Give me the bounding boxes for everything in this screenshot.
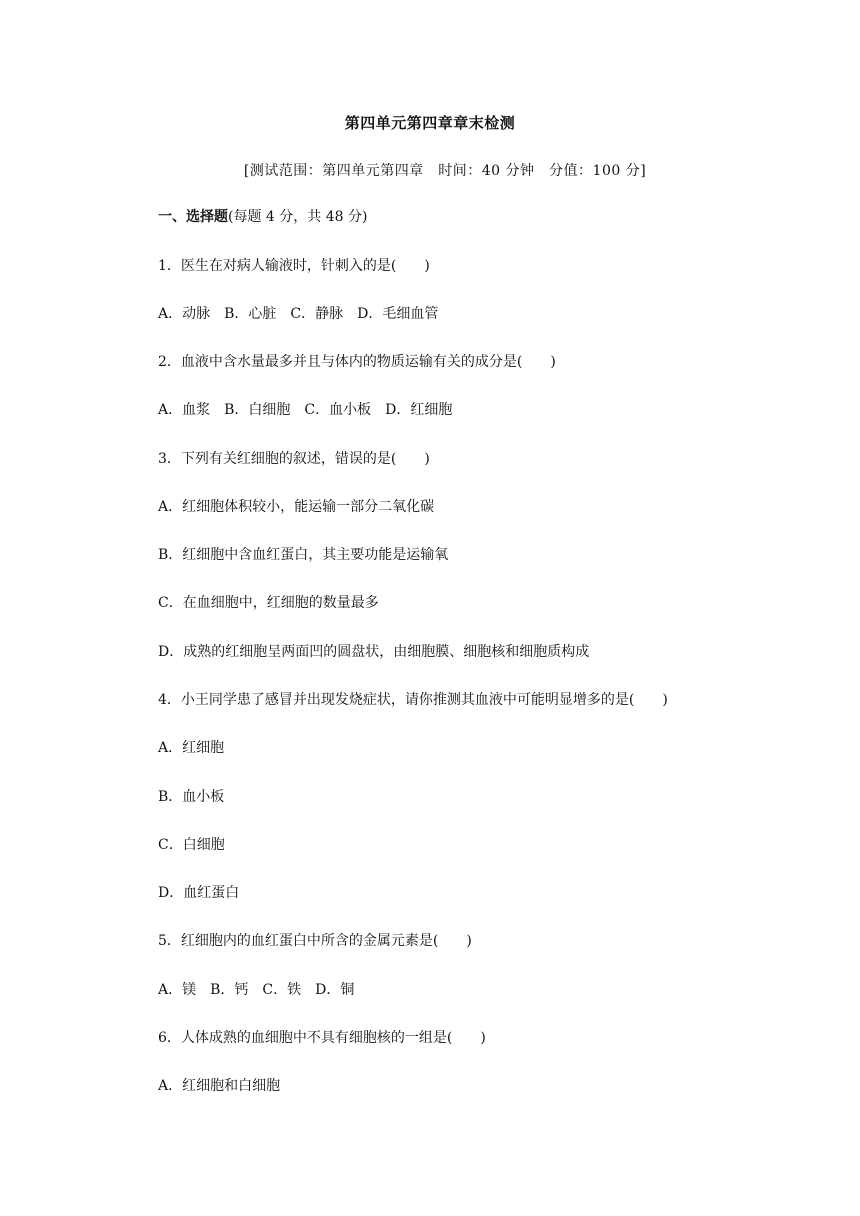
question-3-stem: 3．下列有关红细胞的叙述，错误的是( ) (158, 451, 430, 467)
question-4-option-b: B．血小板 (158, 789, 225, 805)
section-heading-label: 一、选择题 (158, 209, 228, 225)
question-4-option-c: C．白细胞 (158, 837, 225, 853)
document-subtitle: [测试范围：第四单元第四章 时间：40 分钟 分值：100 分] (243, 163, 647, 179)
section-heading (158, 208, 367, 226)
document-title: 第四单元第四章章末检测 (344, 114, 516, 132)
question-3-option-a: A．红细胞体积较小，能运输一部分二氧化碳 (158, 499, 435, 515)
question-2-stem: 2．血液中含水量最多并且与体内的物质运输有关的成分是( ) (158, 354, 556, 370)
question-3-option-b: B．红细胞中含血红蛋白，其主要功能是运输氧 (158, 547, 449, 563)
question-6-option-a: A．红细胞和白细胞 (158, 1078, 281, 1094)
question-5-stem: 5．红细胞内的血红蛋白中所含的金属元素是( ) (158, 933, 472, 949)
question-3-option-c: C．在血细胞中，红细胞的数量最多 (158, 595, 379, 611)
question-4-option-d: D．血红蛋白 (158, 885, 240, 901)
question-5-options: A．镁 B．钙 C．铁 D．铜 (158, 982, 355, 998)
section-heading-note: (每题 4 分，共 48 分) (228, 209, 368, 225)
question-1-options: A．动脉 B．心脏 C．静脉 D．毛细血管 (158, 306, 439, 322)
question-4-option-a: A．红细胞 (158, 740, 225, 756)
question-3-option-d: D．成熟的红细胞呈两面凹的圆盘状，由细胞膜、细胞核和细胞质构成 (158, 644, 590, 660)
question-6-stem: 6．人体成熟的血细胞中不具有细胞核的一组是( ) (158, 1030, 486, 1046)
question-4-stem: 4．小王同学患了感冒并出现发烧症状，请你推测其血液中可能明显增多的是( ) (158, 692, 668, 708)
question-1-stem: 1．医生在对病人输液时，针刺入的是( ) (158, 258, 430, 274)
question-2-options: A．血浆 B．白细胞 C．血小板 D．红细胞 (158, 402, 453, 418)
